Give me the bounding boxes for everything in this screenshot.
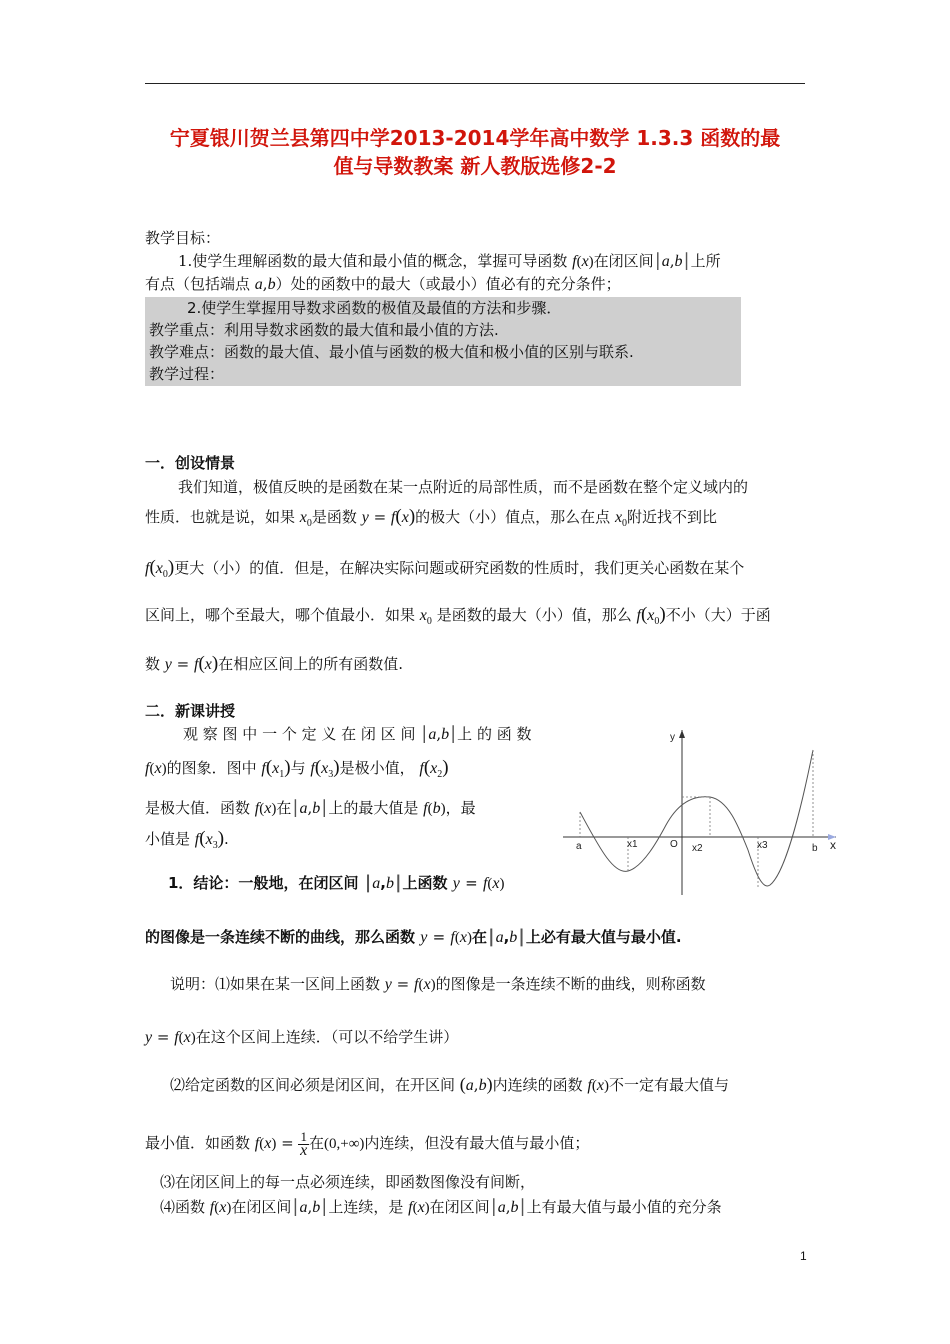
sec1-line1: 我们知道，极值反映的是函数在某一点附近的局部性质，而不是函数在整个定义域内的 bbox=[178, 478, 749, 496]
note-3: ⑶在闭区间上的每一点必须连续，即函数图像没有间断， bbox=[160, 1173, 536, 1191]
sec1-line4: 区间上，哪个至最大，哪个值最小．如果 $x_0$ 是函数的最大（小）值，那么 $f(x_0)$不小（大）于函 bbox=[145, 604, 771, 627]
header-rule bbox=[145, 83, 805, 84]
label-b: b bbox=[812, 843, 818, 854]
goal-1-line2: 有点（包括端点 a,b）处的函数中的最大（或最小）值必有的充分条件； bbox=[145, 275, 621, 293]
note-1-line2: y = f(x)在这个区间上连续．（可以不给学生讲） bbox=[145, 1028, 459, 1046]
observe-line2: f(x)的图象．图中 $f(x_1)$与 $f(x_3)$是极小值， $f(x_2)$ bbox=[145, 757, 449, 780]
label-x1: x1 bbox=[627, 839, 638, 850]
note-2-line1: ⑵给定函数的区间必须是闭区间，在开区间 (a,b)内连续的函数 f(x)不一定有最大值与 bbox=[170, 1074, 729, 1094]
sec1-line3: $f(x_0)$更大（小）的值．但是，在解决实际问题或研究函数的性质时，我们更关心函数在某个 bbox=[145, 557, 745, 580]
goal-1-line1: 1.使学生理解函数的最大值和最小值的概念，掌握可导函数 f(x)在闭区间|a,b|上所 bbox=[178, 250, 721, 271]
page-number: 1 bbox=[800, 1249, 807, 1263]
observe-line4: 小值是 $f(x_3)$. bbox=[145, 828, 229, 851]
document-title: 宁夏银川贺兰县第四中学2013-2014学年高中数学 1.3.3 函数的最 值与导数教案 新人教版选修2-2 bbox=[169, 126, 781, 178]
sec1-line2: 性质．也就是说，如果 $x_0$是函数 y = f(x)的极大（小）值点，那么在点 $x_0$附近找不到比 bbox=[145, 506, 718, 529]
conclusion-line2: 的图像是一条连续不断的曲线，那么函数 y = f(x)在|a,b|上必有最大值与最小值. bbox=[145, 926, 682, 947]
observe-line1: 观 察 图 中 一 个 定 义 在 闭 区 间 |a,b|上 的 函 数 bbox=[183, 723, 532, 744]
function-curve bbox=[580, 750, 813, 886]
process-heading: 教学过程： bbox=[149, 365, 225, 383]
note-4: ⑷函数 f(x)在闭区间|a,b|上连续，是 f(x)在闭区间|a,b|上有最大值与最小值的充分条 bbox=[160, 1196, 722, 1217]
note-2-line2: 最小值．如函数 $f(x) = \frac{1}{x}$在(0,+∞)内连续，但没有最大值与最小值； bbox=[145, 1129, 590, 1159]
fraction-1-over-x: $\frac{1}{x}$ bbox=[300, 1129, 308, 1159]
section-1-heading: 一．创设情景 bbox=[145, 454, 236, 472]
label-o: O bbox=[670, 839, 678, 850]
label-x3: x3 bbox=[757, 840, 768, 851]
goal-2: 2.使学生掌握用导数求函数的极值及最值的方法和步骤． bbox=[187, 299, 562, 317]
goals-heading: 教学目标： bbox=[145, 229, 221, 247]
highlight-box bbox=[145, 297, 741, 386]
note-1-line1: 说明：⑴如果在某一区间上函数 y = f(x)的图像是一条连续不断的曲线，则称函数 bbox=[170, 975, 706, 993]
label-x2: x2 bbox=[692, 843, 703, 854]
observe-line3: 是极大值．函数 f(x)在|a,b|上的最大值是 f(b)，最 bbox=[145, 797, 476, 818]
difficult-point: 教学难点：函数的最大值、最小值与函数的极大值和极小值的区别与联系. bbox=[149, 343, 634, 361]
label-a: a bbox=[576, 841, 582, 852]
conclusion-line1: 1．结论：一般地，在闭区间 |a,b|上函数 y = f(x) bbox=[168, 872, 505, 893]
function-graph bbox=[558, 725, 842, 897]
y-axis-arrow bbox=[679, 730, 685, 738]
key-point: 教学重点：利用导数求函数的最大值和最小值的方法. bbox=[149, 321, 499, 339]
label-x: x bbox=[830, 838, 836, 852]
sec1-line5: 数 y = f(x)在相应区间上的所有函数值. bbox=[145, 653, 404, 674]
section-2-heading: 二．新课讲授 bbox=[145, 702, 236, 720]
label-y: y bbox=[670, 732, 675, 743]
